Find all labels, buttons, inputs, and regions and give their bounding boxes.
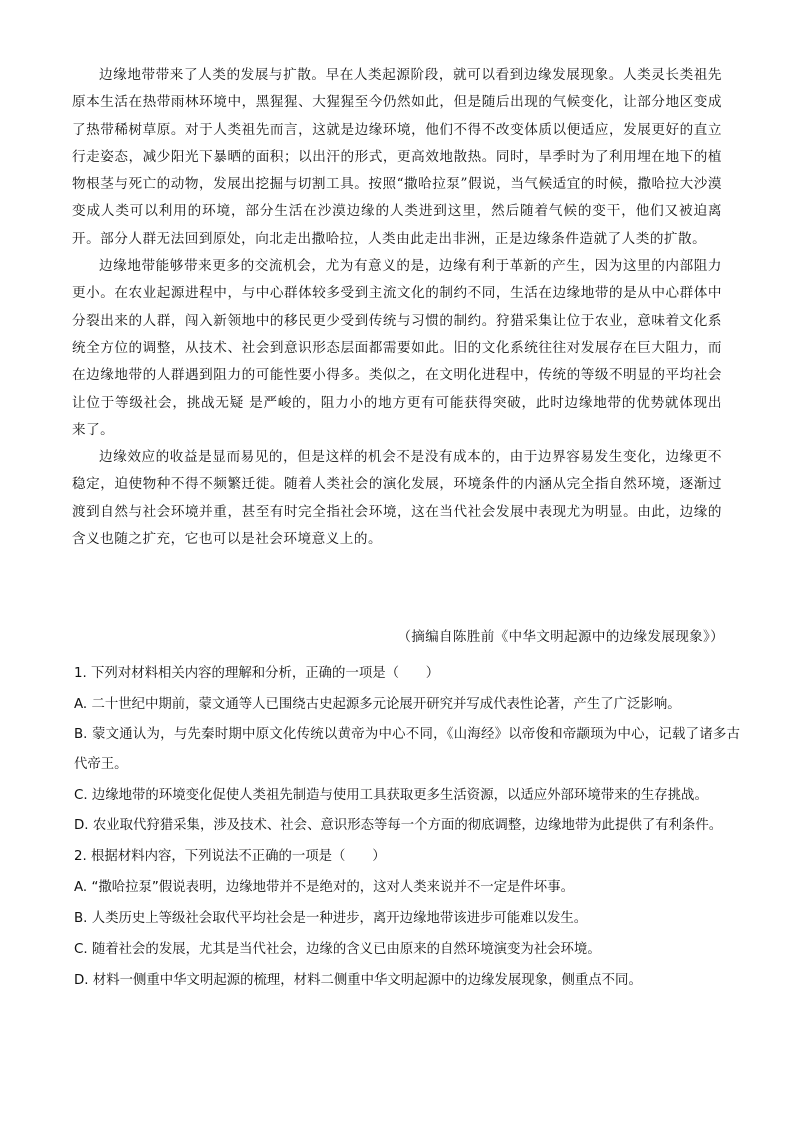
question-1-stem: 1. 下列对材料相关内容的理解和分析，正确的一项是（ ） — [74, 666, 440, 681]
question-2-option-d: D. 材料一侧重中华文明起源的梳理，材料二侧重中华文明起源中的边缘发展现象，侧重点不同。 — [74, 973, 642, 988]
question-1-option-a: A. 二十世纪中期前，蒙文通等人已围绕古史起源多元论展开研究并写成代表性论著，产生了广泛影响。 — [74, 697, 681, 712]
passage-paragraph-2: 边缘地带能够带来更多的交流机会，尤为有意义的是，边缘有利于革新的产生，因为这里的内部阻力更小。在农业起源进程中，与中心群体较多受到主流文化的制约不同，生活在边缘地带的是从中心群体中分裂出来的人群，闯入新领地中的移民更少受到传统与习惯的制约。狩猎采集让位于农业，意味着文化系统全方位的调整，从技术、社会到意识形态层面都需要如此。旧的文化系统往往对发展存在巨大阻力，而在边缘地带的人群遇到阻力的可能性要小得多。类似之，在文明化进程中，传统的等级不明显的平均社会让位于等级社会，挑战无疑 是严峻的，阻力小的地方更有可能获得突破，此时边缘地带的优势就体现出来了。 — [72, 258, 722, 438]
question-2 — [74, 841, 740, 996]
question-1-option-c: C. 边缘地带的环境变化促使人类祖先制造与使用工具获取更多生活资源，以适应外部环境带来的生存挑战。 — [74, 788, 708, 803]
question-section — [74, 658, 740, 996]
question-2-option-a: A. “撒哈拉泵”假说表明，边缘地带并不是绝对的，这对人类来说并不一定是件坏事。 — [74, 880, 574, 895]
question-1 — [74, 658, 740, 841]
question-1-option-b: B. 蒙文通认为，与先秦时期中原文化传统以黄帝为中心不同，《山海经》以帝俊和帝颛顼为中心，记载了诸多古代帝王。 — [74, 727, 740, 772]
passage-source-citation: （摘编自陈胜前《中华文明起源中的边缘发展现象》） — [397, 629, 724, 645]
passage-paragraph-3: 边缘效应的收益是显而易见的，但是这样的机会不是没有成本的，由于边界容易发生变化，边缘更不稳定，迫使物种不得不频繁迁徙。随着人类社会的演化发展，环境条件的内涵从完全指自然环境，逐渐过渡到自然与社会环境并重，甚至有时完全指社会环境，这在当代社会发展中表现尤为明显。由此，边缘的含义也随之扩充，它也可以是社会环境意义上的。 — [72, 449, 722, 548]
question-2-stem: 2. 根据材料内容，下列说法不正确的一项是（ ） — [74, 849, 386, 864]
reading-passage — [72, 62, 722, 553]
question-1-option-d: D. 农业取代狩猎采集，涉及技术、社会、意识形态等每一个方面的彻底调整，边缘地带为此提供了有利条件。 — [74, 818, 723, 833]
question-2-option-c: C. 随着社会的发展，尤其是当代社会，边缘的含义已由原来的自然环境演变为社会环境。 — [74, 942, 601, 957]
passage-paragraph-1: 边缘地带带来了人类的发展与扩散。早在人类起源阶段，就可以看到边缘发展现象。人类灵长类祖先原本生活在热带雨林环境中，黑猩猩、大猩猩至今仍然如此，但是随后出现的气候变化，让部分地区变成了热带稀树草原。对于人类祖先而言，这就是边缘环境，他们不得不改变体质以便适应，发展更好的直立行走姿态，减少阳光下暴晒的面积；以出汗的形式，更高效地散热。同时，旱季时为了利用埋在地下的植物根茎与死亡的动物，发展出挖掘与切割工具。按照“撒哈拉泵”假说，当气候适宜的时候，撒哈拉大沙漠变成人类可以利用的环境，部分生活在沙漠边缘的人类进到这里，然后随着气候的变干，他们又被迫离开。部分人群无法回到原处，向北走出撒哈拉，人类由此走出非洲，正是边缘条件造就了人类的扩散。 — [72, 67, 722, 247]
question-2-option-b: B. 人类历史上等级社会取代平均社会是一种进步，离开边缘地带该进步可能难以发生。 — [74, 911, 588, 926]
